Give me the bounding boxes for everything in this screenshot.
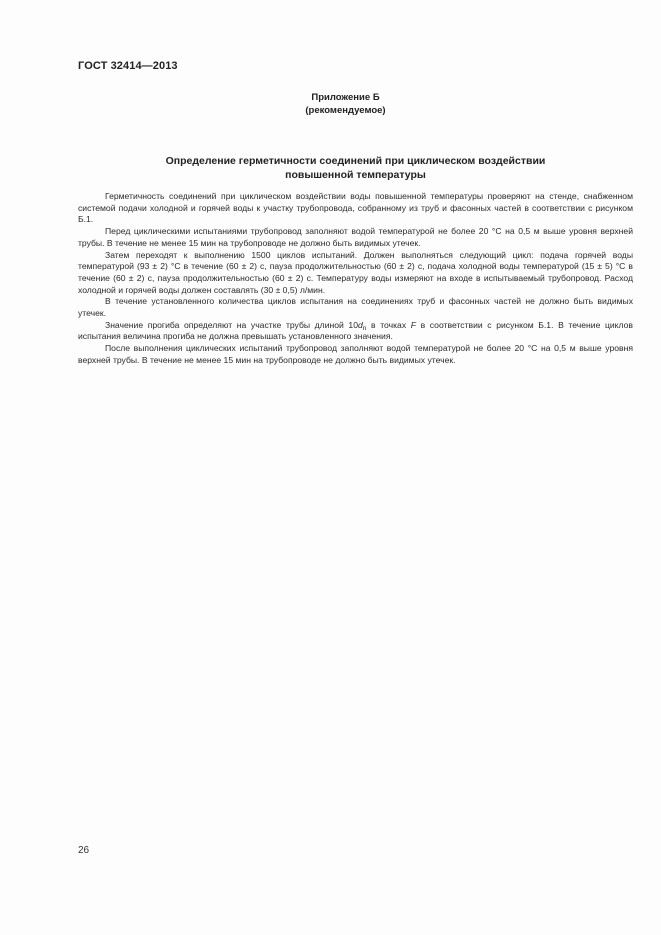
body-text xyxy=(78,191,633,367)
paragraph-5-part-c: в соответствии с рисунком Б.1. В течение циклов испытания величина прогиба не должна превышать установленного значения. xyxy=(78,319,633,342)
annex-status: (рекомендуемое) xyxy=(305,105,386,116)
paragraph-5 xyxy=(78,320,633,343)
paragraph-2: Перед циклическими испытаниями трубопровод заполняют водой температурой не более 20 °С на 0,5 м выше уровня верхней трубы. В течение не менее 15 мин на трубопроводе не должно быть видимых утечек. xyxy=(78,226,633,248)
annex-heading xyxy=(0,91,661,117)
paragraph-5-part-a: Значение прогиба определяют на участке трубы длиной 10 xyxy=(105,319,358,330)
diameter-subscript: n xyxy=(362,324,367,332)
section-title xyxy=(78,154,633,182)
paragraph-5-part-b: в точках xyxy=(366,319,411,330)
paragraph-4: В течение установленного количества циклов испытания на соединениях труб и фасонных частей не должно быть видимых утечек. xyxy=(78,296,633,319)
diameter-symbol: d xyxy=(358,319,363,330)
page-number: 26 xyxy=(78,845,90,856)
annex-title: Приложение Б xyxy=(311,92,380,103)
section-title-line-1: Определение герметичности соединений при циклическом воздействии xyxy=(165,155,546,167)
paragraph-6: После выполнения циклических испытаний трубопровод заполняют водой температурой не более 20 °С на 0,5 м выше уровня верхней трубы. В течение не менее 15 мин на трубопроводе не должно быть видимых утечек. xyxy=(78,343,633,365)
section-title-line-2: повышенной температуры xyxy=(285,169,426,181)
point-symbol: F xyxy=(410,319,416,330)
paragraph-3: Затем переходят к выполнению 1500 циклов испытаний. Должен выполняться следующий цикл: подача горячей воды температурой (93 ± 2) °С в течение (60 ± 2) с, пауза продолжительностью (60 ± 2) с, подача холодной воды температурой (15 ± 5) °С в течение (60 ± 2) с, пауза продолжительностью (60 ± 2) с. Температуру воды измеряют на входе в испытываемый трубопровод. Расход холодной и горячей воды должен составлять (30 ± 0,5) л/мин. xyxy=(78,249,633,295)
paragraph-1: Герметичность соединений при циклическом воздействии воды повышенной температуры проверяют на стенде, снабженном системой подачи холодной и горячей воды к участку трубопровода, собранному из труб и фасонных частей в соответствии с рисунком Б.1. xyxy=(78,191,633,225)
document-code: ГОСТ 32414—2013 xyxy=(78,60,178,72)
